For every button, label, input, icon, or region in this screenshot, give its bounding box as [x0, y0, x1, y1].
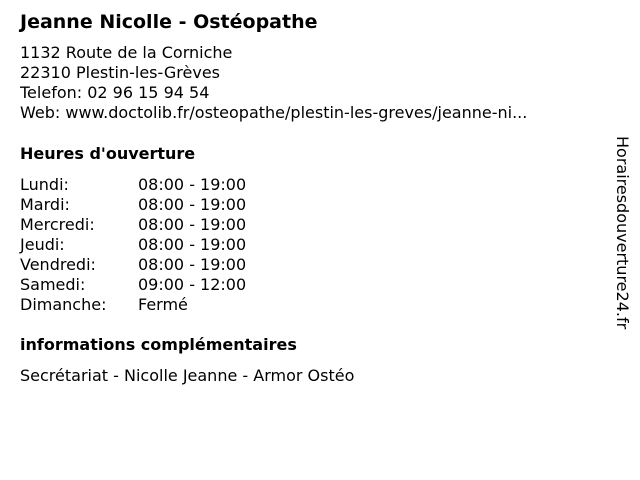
opening-hours-table [20, 175, 595, 315]
additional-info-heading: informations complémentaires [20, 335, 297, 354]
phone-number: Telefon: 02 96 15 94 54 [20, 83, 210, 102]
day-hours: 08:00 - 19:00 [138, 215, 247, 234]
hours-row-thursday [20, 235, 595, 255]
hours-row-wednesday [20, 215, 595, 235]
day-hours: 08:00 - 19:00 [138, 195, 247, 214]
day-hours: 08:00 - 19:00 [138, 255, 247, 274]
hours-row-saturday [20, 275, 595, 295]
hours-row-sunday [20, 295, 595, 315]
business-card [20, 10, 595, 386]
hours-row-monday [20, 175, 595, 195]
day-label: Samedi: [20, 275, 86, 294]
additional-info-text: Secrétariat - Nicolle Jeanne - Armor Ostéo [20, 366, 355, 385]
address-line-street: 1132 Route de la Corniche [20, 43, 233, 62]
day-label: Lundi: [20, 175, 69, 194]
address-line-city: 22310 Plestin-les-Grèves [20, 63, 220, 82]
day-hours: Fermé [138, 295, 188, 314]
hours-row-tuesday [20, 195, 595, 215]
contact-block [20, 43, 595, 123]
day-hours: 08:00 - 19:00 [138, 235, 247, 254]
day-label: Jeudi: [20, 235, 65, 254]
business-name: Jeanne Nicolle - Ostéopathe [20, 11, 318, 33]
day-hours: 09:00 - 12:00 [138, 275, 247, 294]
site-watermark: Horairesdouverture24.fr [613, 136, 632, 330]
day-label: Mardi: [20, 195, 70, 214]
hours-row-friday [20, 255, 595, 275]
opening-hours-heading: Heures d'ouverture [20, 144, 196, 163]
website-link[interactable]: Web: www.doctolib.fr/osteopathe/plestin-les-greves/jeanne-ni... [20, 103, 528, 122]
day-label: Vendredi: [20, 255, 96, 274]
day-hours: 08:00 - 19:00 [138, 175, 247, 194]
day-label: Mercredi: [20, 215, 95, 234]
day-label: Dimanche: [20, 295, 107, 314]
